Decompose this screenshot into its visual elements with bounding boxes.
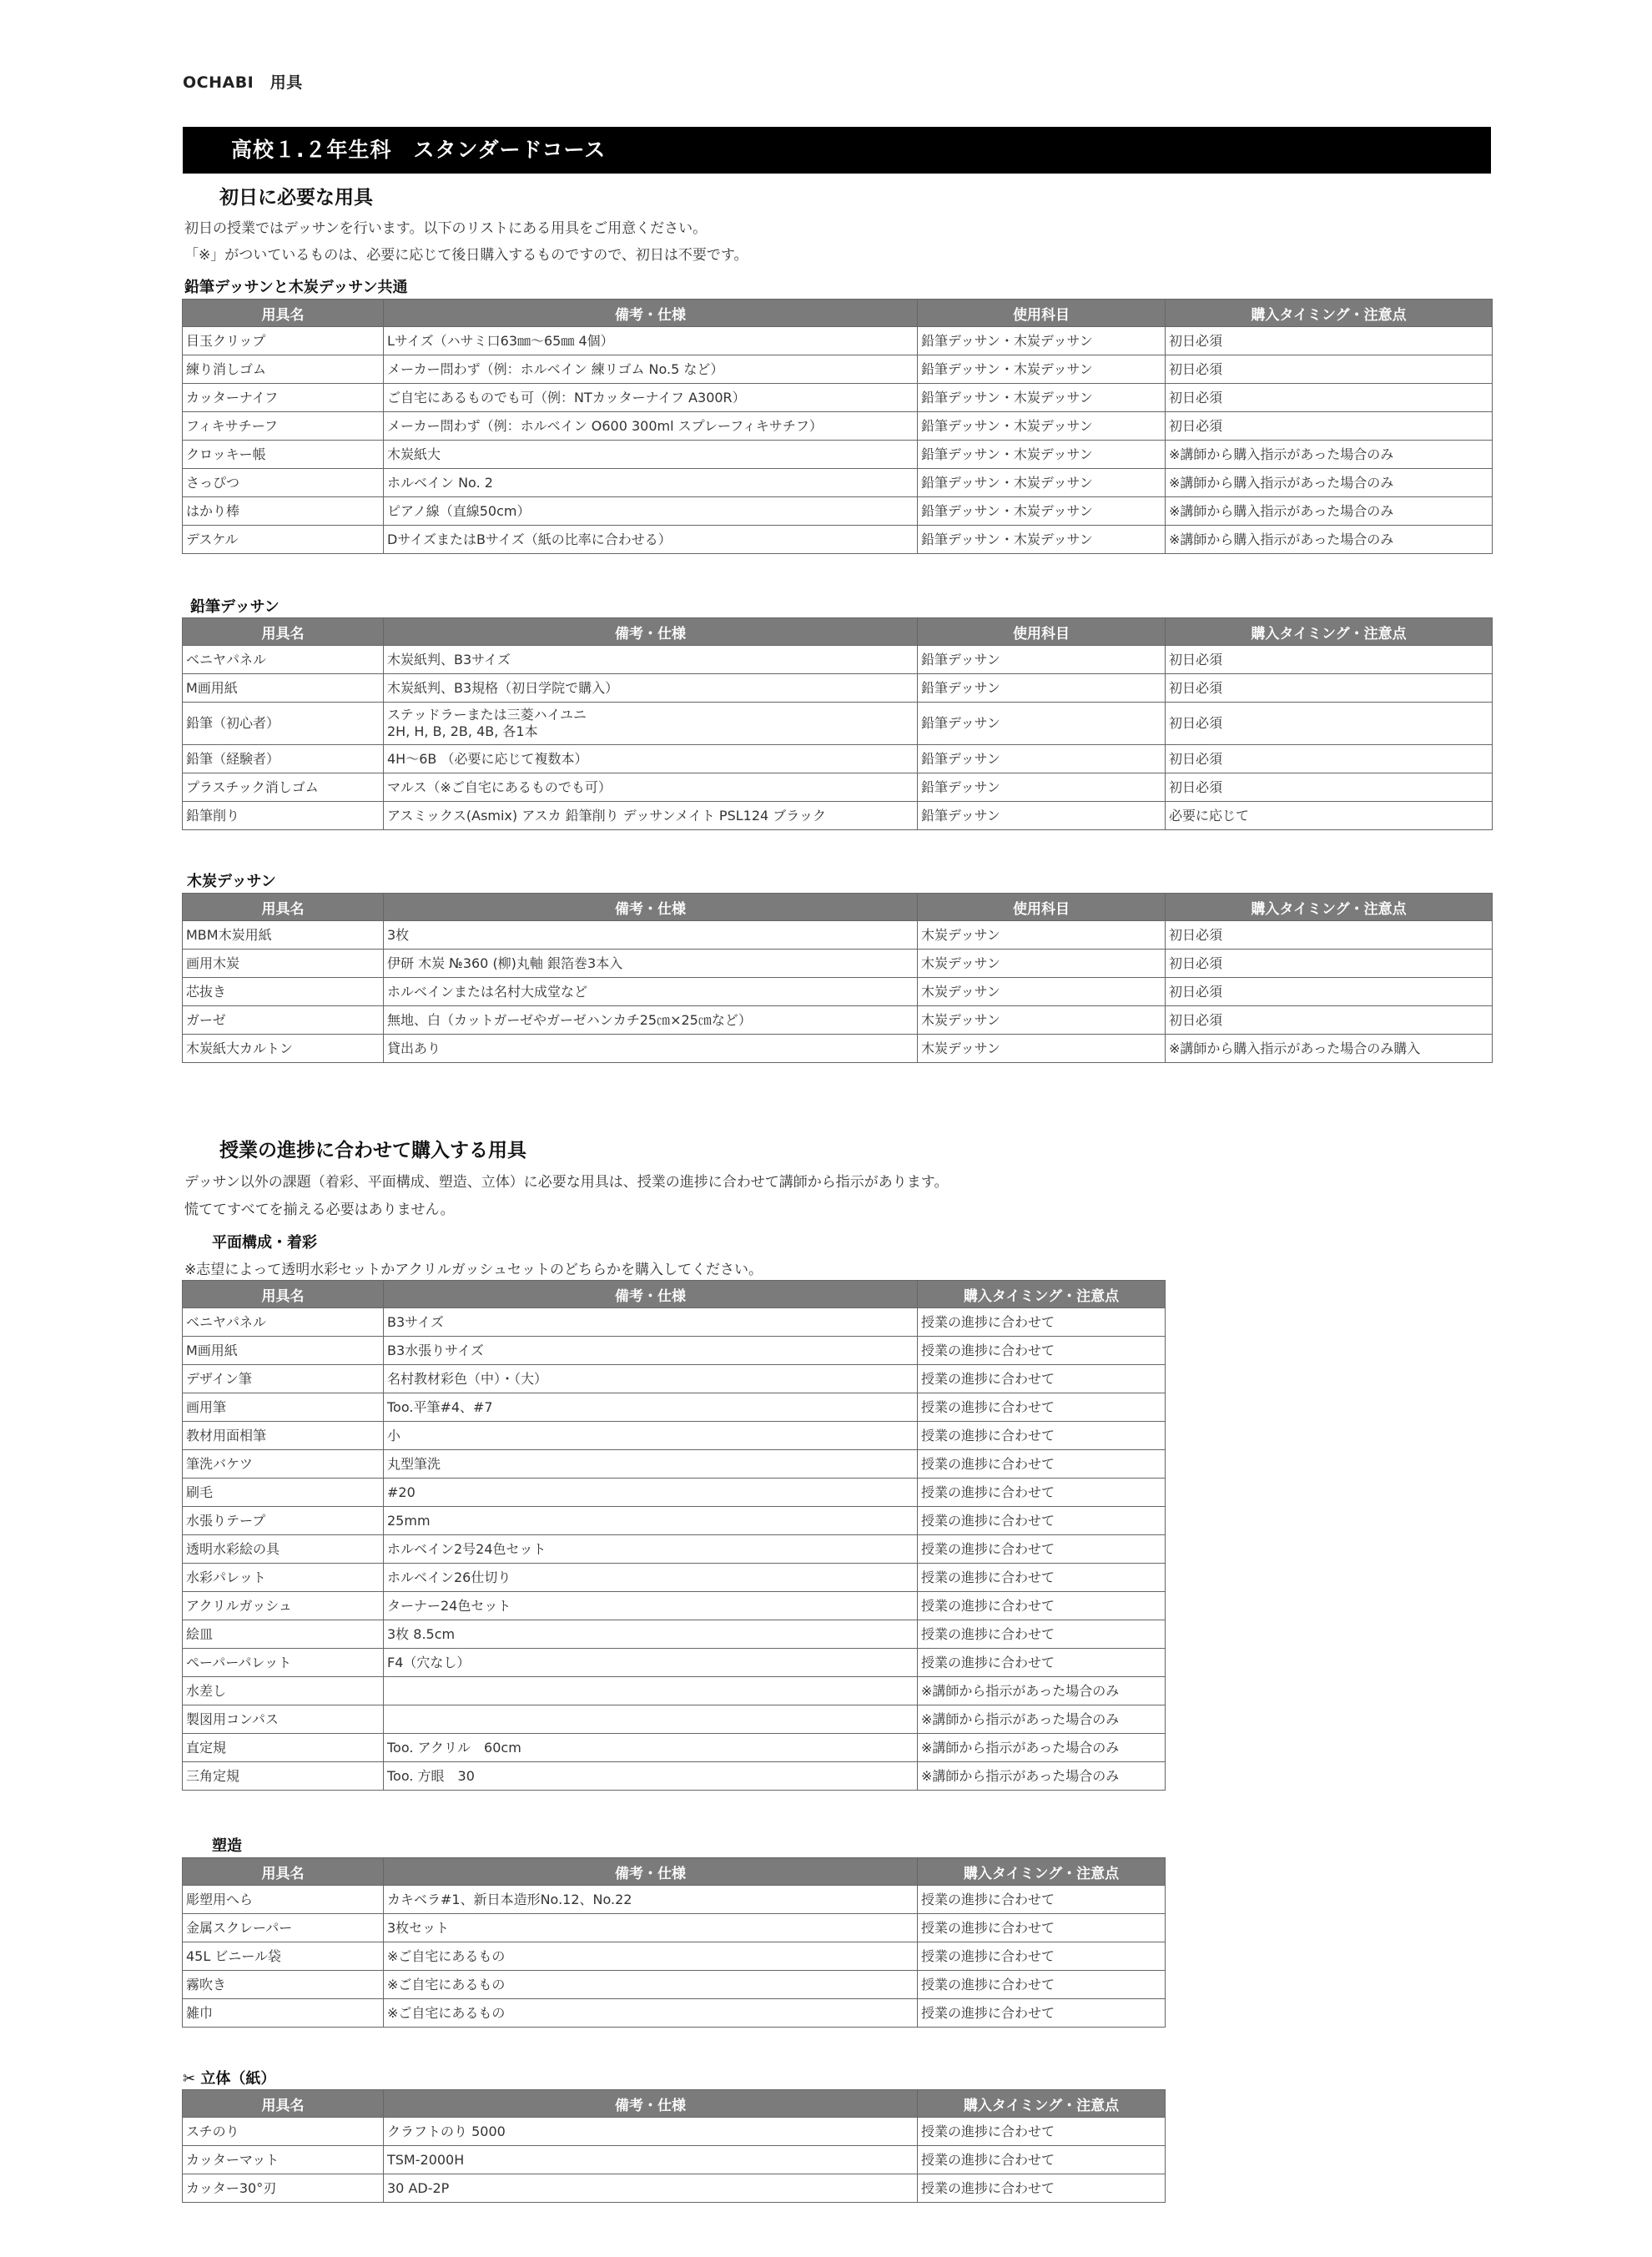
table-label-pencil: 鉛筆デッサン	[190, 598, 280, 616]
table-cell: カッター30°刃	[183, 2174, 384, 2203]
table-cell: 鉛筆デッサン	[918, 773, 1166, 802]
table-sculpt	[182, 1857, 1166, 2028]
table-row	[183, 1450, 1166, 1479]
column-header: 備考・仕様	[384, 300, 918, 327]
table-row	[183, 1886, 1166, 1914]
table-cell: F4（穴なし）	[384, 1649, 918, 1677]
table-row	[183, 921, 1493, 950]
table-row	[183, 2174, 1166, 2203]
column-header: 使用科目	[918, 618, 1166, 646]
table-cell: 貸出あり	[384, 1035, 918, 1063]
table-cell: 授業の進捗に合わせて	[918, 1507, 1166, 1535]
table-cell: 授業の進捗に合わせて	[918, 1479, 1166, 1507]
table-cell: 初日必須	[1166, 674, 1493, 703]
table-cell: ※講師から指示があった場合のみ	[918, 1677, 1166, 1705]
table-cell: 授業の進捗に合わせて	[918, 2146, 1166, 2174]
table-cell: 授業の進捗に合わせて	[918, 2174, 1166, 2203]
table-cell: 25mm	[384, 1507, 918, 1535]
table-cell: 3枚	[384, 921, 918, 950]
table-cell: 初日必須	[1166, 646, 1493, 674]
header-row	[183, 1858, 1166, 1886]
table-cell: 必要に応じて	[1166, 802, 1493, 830]
table-label-flat: 平面構成・着彩	[212, 1234, 317, 1252]
column-header: 使用科目	[918, 300, 1166, 327]
table-cell: 三角定規	[183, 1762, 384, 1791]
table-cell: 直定規	[183, 1734, 384, 1762]
column-header: 購入タイミング・注意点	[1166, 300, 1493, 327]
table-cell: 小	[384, 1422, 918, 1450]
column-header: 購入タイミング・注意点	[918, 1281, 1166, 1308]
table-row	[183, 674, 1493, 703]
table-row	[183, 469, 1493, 497]
column-header: 用具名	[183, 894, 384, 921]
table-row	[183, 1971, 1166, 1999]
table-cell: スチのり	[183, 2118, 384, 2146]
table-cell: ホルベインまたは名村大成堂など	[384, 978, 918, 1006]
table-cell: フィキサチーフ	[183, 412, 384, 441]
table-row	[183, 1308, 1166, 1337]
table-cell: 初日必須	[1166, 703, 1493, 745]
table-cell: 鉛筆デッサン	[918, 646, 1166, 674]
table-cell: 水差し	[183, 1677, 384, 1705]
table-cell: 3枚セット	[384, 1914, 918, 1942]
table-cell	[384, 1705, 918, 1734]
table-cell: 霧吹き	[183, 1971, 384, 1999]
table-cell: アスミックス(Asmix) アスカ 鉛筆削り デッサンメイト PSL124 ブラック	[384, 802, 918, 830]
table-cell: 4H〜6B （必要に応じて複数本）	[384, 745, 918, 773]
table-row	[183, 646, 1493, 674]
table-row	[183, 745, 1493, 773]
table-cell: 授業の進捗に合わせて	[918, 1942, 1166, 1971]
table-cell: ※講師から購入指示があった場合のみ	[1166, 526, 1493, 554]
table-cell: ご自宅にあるものでも可（例：NTカッターナイフ A300R）	[384, 384, 918, 412]
table-cell: 授業の進捗に合わせて	[918, 1308, 1166, 1337]
table-cell: 芯抜き	[183, 978, 384, 1006]
table-cell: ※ご自宅にあるもの	[384, 1971, 918, 1999]
table-cell: 初日必須	[1166, 978, 1493, 1006]
table-cell: 画用木炭	[183, 950, 384, 978]
table-row	[183, 2146, 1166, 2174]
intro-line-1: 初日の授業ではデッサンを行います。以下のリストにある用具をご用意ください。	[184, 220, 708, 237]
table-flat-color	[182, 1280, 1166, 1791]
table-cell: 製図用コンパス	[183, 1705, 384, 1734]
header-row	[183, 894, 1493, 921]
section-heading-first-day: 初日に必要な用具	[219, 187, 373, 209]
column-header: 備考・仕様	[384, 2090, 918, 2118]
table-cell: デザイン筆	[183, 1365, 384, 1393]
progress-intro-line-1: デッサン以外の課題（着彩、平面構成、塑造、立体）に必要な用具は、授業の進捗に合わせて講師から指示があります。	[184, 1174, 949, 1191]
table-cell: 授業の進捗に合わせて	[918, 1422, 1166, 1450]
table-row	[183, 412, 1493, 441]
table-cell: マルス（※ご自宅にあるものでも可）	[384, 773, 918, 802]
table-row	[183, 1734, 1166, 1762]
table-label-common: 鉛筆デッサンと木炭デッサン共通	[184, 279, 408, 296]
flat-note: ※志望によって透明水彩セットかアクリルガッシュセットのどちらかを購入してください。	[184, 1262, 763, 1278]
table-cell: 木炭デッサン	[918, 1006, 1166, 1035]
table-cell: 丸型筆洗	[384, 1450, 918, 1479]
table-cell: 名村教材彩色（中）・（大）	[384, 1365, 918, 1393]
table-cell: ガーゼ	[183, 1006, 384, 1035]
table-cell: Too. 方眼 30	[384, 1762, 918, 1791]
table-cell: 木炭デッサン	[918, 921, 1166, 950]
table-cell: 初日必須	[1166, 412, 1493, 441]
table-cell: 初日必須	[1166, 384, 1493, 412]
table-row	[183, 1479, 1166, 1507]
table-cell: 水彩パレット	[183, 1564, 384, 1592]
table-cell: 目玉クリップ	[183, 327, 384, 355]
table-row	[183, 1564, 1166, 1592]
table-cell: 鉛筆デッサン・木炭デッサン	[918, 355, 1166, 384]
table-cell: 鉛筆デッサン・木炭デッサン	[918, 497, 1166, 526]
table-row	[183, 1337, 1166, 1365]
table-row	[183, 1507, 1166, 1535]
table-row	[183, 526, 1493, 554]
table-cell: 教材用面相筆	[183, 1422, 384, 1450]
table-cell: 鉛筆デッサン・木炭デッサン	[918, 441, 1166, 469]
table-row	[183, 1422, 1166, 1450]
table-row	[183, 1393, 1166, 1422]
column-header: 用具名	[183, 618, 384, 646]
header-row	[183, 1281, 1166, 1308]
table-row	[183, 2118, 1166, 2146]
table-cell: デスケル	[183, 526, 384, 554]
header-row	[183, 2090, 1166, 2118]
table-cell: 木炭デッサン	[918, 1035, 1166, 1063]
pencil-note-line-2: 2H, H, B, 2B, 4B, 各1本	[387, 723, 538, 739]
table-row	[183, 1006, 1493, 1035]
table-cell: 初日必須	[1166, 950, 1493, 978]
table-row	[183, 1649, 1166, 1677]
table-cell: 刷毛	[183, 1479, 384, 1507]
table-cell: M画用紙	[183, 674, 384, 703]
table-cell: ホルベイン No. 2	[384, 469, 918, 497]
table-row	[183, 497, 1493, 526]
header-row	[183, 300, 1493, 327]
table-cell: ※講師から指示があった場合のみ	[918, 1762, 1166, 1791]
table-cell: 絵皿	[183, 1620, 384, 1649]
column-header: 用具名	[183, 1858, 384, 1886]
table-cell: 木炭紙判、B3サイズ	[384, 646, 918, 674]
table-cell: カッターナイフ	[183, 384, 384, 412]
table-cell: 初日必須	[1166, 355, 1493, 384]
column-header: 購入タイミング・注意点	[1166, 618, 1493, 646]
table-cell: アクリルガッシュ	[183, 1592, 384, 1620]
column-header: 用具名	[183, 1281, 384, 1308]
table-paper	[182, 2089, 1166, 2203]
table-cell: 木炭紙大	[384, 441, 918, 469]
table-cell: メーカー問わず（例：ホルベイン 練リゴム No.5 など）	[384, 355, 918, 384]
table-row	[183, 802, 1493, 830]
table-cell: 授業の進捗に合わせて	[918, 1564, 1166, 1592]
table-cell: 鉛筆デッサン	[918, 674, 1166, 703]
table-cell: ※講師から購入指示があった場合のみ	[1166, 469, 1493, 497]
table-cell: 木炭デッサン	[918, 978, 1166, 1006]
table-cell: 初日必須	[1166, 745, 1493, 773]
table-cell: 水張りテープ	[183, 1507, 384, 1535]
table-cell: クロッキー帳	[183, 441, 384, 469]
table-cell: メーカー問わず（例：ホルベイン O600 300ml スプレーフィキサチフ）	[384, 412, 918, 441]
table-row	[183, 1942, 1166, 1971]
column-header: 用具名	[183, 2090, 384, 2118]
table-cell: TSM-2000H	[384, 2146, 918, 2174]
table-cell: 授業の進捗に合わせて	[918, 1620, 1166, 1649]
table-cell: 授業の進捗に合わせて	[918, 1999, 1166, 2028]
table-charcoal	[182, 893, 1493, 1063]
table-cell: 金属スクレーパー	[183, 1914, 384, 1942]
table-row	[183, 1365, 1166, 1393]
table-cell: ターナー24色セット	[384, 1592, 918, 1620]
table-cell: 授業の進捗に合わせて	[918, 1450, 1166, 1479]
table-row	[183, 384, 1493, 412]
table-row	[183, 773, 1493, 802]
table-cell: ※講師から指示があった場合のみ	[918, 1705, 1166, 1734]
column-header: 使用科目	[918, 894, 1166, 921]
table-cell: 初日必須	[1166, 1006, 1493, 1035]
table-row	[183, 327, 1493, 355]
table-label-charcoal: 木炭デッサン	[187, 873, 276, 890]
table-cell: 鉛筆デッサン・木炭デッサン	[918, 469, 1166, 497]
table-row	[183, 950, 1493, 978]
table-cell: 授業の進捗に合わせて	[918, 1337, 1166, 1365]
table-cell: #20	[384, 1479, 918, 1507]
column-header: 購入タイミング・注意点	[918, 2090, 1166, 2118]
table-row	[183, 1705, 1166, 1734]
table-row	[183, 1762, 1166, 1791]
table-cell: MBM木炭用紙	[183, 921, 384, 950]
table-cell: B3水張りサイズ	[384, 1337, 918, 1365]
table-label-paper: ✂ 立体（紙）	[183, 2070, 276, 2088]
column-header: 備考・仕様	[384, 894, 918, 921]
table-cell: クラフトのり 5000	[384, 2118, 918, 2146]
column-header: 購入タイミング・注意点	[918, 1858, 1166, 1886]
table-cell: 鉛筆デッサン・木炭デッサン	[918, 384, 1166, 412]
table-label-sculpt: 塑造	[212, 1837, 242, 1855]
table-cell: 木炭紙大カルトン	[183, 1035, 384, 1063]
table-cell: ※講師から購入指示があった場合のみ購入	[1166, 1035, 1493, 1063]
table-cell: 鉛筆削り	[183, 802, 384, 830]
table-row	[183, 1914, 1166, 1942]
table-cell: Lサイズ（ハサミ口63㎜〜65㎜ 4個）	[384, 327, 918, 355]
table-cell: さっぴつ	[183, 469, 384, 497]
column-header: 備考・仕様	[384, 1281, 918, 1308]
table-cell: プラスチック消しゴム	[183, 773, 384, 802]
table-cell: 鉛筆デッサン・木炭デッサン	[918, 412, 1166, 441]
table-row	[183, 1535, 1166, 1564]
table-pencil	[182, 617, 1493, 830]
column-header: 備考・仕様	[384, 618, 918, 646]
table-cell: 初日必須	[1166, 327, 1493, 355]
table-cell: Too.平筆#4、#7	[384, 1393, 918, 1422]
table-cell: 鉛筆デッサン	[918, 703, 1166, 745]
table-cell: 30 AD-2P	[384, 2174, 918, 2203]
table-cell: ピアノ線（直線50cm）	[384, 497, 918, 526]
table-cell: 授業の進捗に合わせて	[918, 1914, 1166, 1942]
table-row	[183, 703, 1493, 745]
table-cell: ※ご自宅にあるもの	[384, 1999, 918, 2028]
table-cell: 授業の進捗に合わせて	[918, 1393, 1166, 1422]
table-cell: 授業の進捗に合わせて	[918, 1886, 1166, 1914]
table-cell: 授業の進捗に合わせて	[918, 1971, 1166, 1999]
table-cell: 木炭紙判、B3規格（初日学院で購入）	[384, 674, 918, 703]
table-row	[183, 978, 1493, 1006]
table-cell: 伊研 木炭 №360 (柳)丸軸 銀箔巻3本入	[384, 950, 918, 978]
brand-label: OCHABI 用具	[183, 73, 303, 92]
column-header: 用具名	[183, 300, 384, 327]
header-row	[183, 618, 1493, 646]
table-row	[183, 1677, 1166, 1705]
progress-intro-line-2: 慌ててすべてを揃える必要はありません。	[184, 1202, 455, 1218]
table-cell: 授業の進捗に合わせて	[918, 1365, 1166, 1393]
table-row	[183, 1999, 1166, 2028]
table-cell: 練り消しゴム	[183, 355, 384, 384]
table-row	[183, 355, 1493, 384]
table-common	[182, 299, 1493, 554]
table-cell: 鉛筆デッサン・木炭デッサン	[918, 526, 1166, 554]
table-cell: 無地、白（カットガーゼやガーゼハンカチ25㎝×25㎝など）	[384, 1006, 918, 1035]
table-cell: 鉛筆デッサン	[918, 745, 1166, 773]
table-cell: 画用筆	[183, 1393, 384, 1422]
table-cell: 初日必須	[1166, 921, 1493, 950]
table-cell: 鉛筆（経験者）	[183, 745, 384, 773]
table-cell: 筆洗バケツ	[183, 1450, 384, 1479]
table-cell: ※講師から購入指示があった場合のみ	[1166, 441, 1493, 469]
table-cell: 木炭デッサン	[918, 950, 1166, 978]
table-cell: DサイズまたはBサイズ（紙の比率に合わせる）	[384, 526, 918, 554]
table-cell	[384, 703, 918, 745]
table-cell: ベニヤパネル	[183, 1308, 384, 1337]
intro-line-2: 「※」がついているものは、必要に応じて後日購入するものですので、初日は不要です。	[184, 247, 748, 264]
table-cell: ※ご自宅にあるもの	[384, 1942, 918, 1971]
table-cell: 3枚 8.5cm	[384, 1620, 918, 1649]
section-heading-progress: 授業の進捗に合わせて購入する用具	[219, 1140, 526, 1161]
table-cell: ※講師から指示があった場合のみ	[918, 1734, 1166, 1762]
pencil-note-line-1: ステッドラーまたは三菱ハイユニ	[387, 707, 587, 723]
table-cell: 透明水彩絵の具	[183, 1535, 384, 1564]
table-row	[183, 441, 1493, 469]
table-cell: 授業の進捗に合わせて	[918, 2118, 1166, 2146]
table-cell: 授業の進捗に合わせて	[918, 1535, 1166, 1564]
table-cell: 授業の進捗に合わせて	[918, 1649, 1166, 1677]
table-cell: ベニヤパネル	[183, 646, 384, 674]
table-cell: カッターマット	[183, 2146, 384, 2174]
table-row	[183, 1035, 1493, 1063]
table-cell: ペーパーパレット	[183, 1649, 384, 1677]
column-header: 購入タイミング・注意点	[1166, 894, 1493, 921]
table-cell: 45L ビニール袋	[183, 1942, 384, 1971]
column-header: 備考・仕様	[384, 1858, 918, 1886]
table-cell: 初日必須	[1166, 773, 1493, 802]
table-cell: M画用紙	[183, 1337, 384, 1365]
table-cell: ホルベイン26仕切り	[384, 1564, 918, 1592]
table-cell: B3サイズ	[384, 1308, 918, 1337]
page-title: 高校１.２年生科 スタンダードコース	[183, 127, 1491, 174]
table-cell: 鉛筆デッサン	[918, 802, 1166, 830]
table-cell: 鉛筆デッサン・木炭デッサン	[918, 327, 1166, 355]
table-cell: はかり棒	[183, 497, 384, 526]
table-cell	[384, 1677, 918, 1705]
table-cell: 雑巾	[183, 1999, 384, 2028]
table-cell: ホルベイン2号24色セット	[384, 1535, 918, 1564]
table-row	[183, 1620, 1166, 1649]
table-cell: カキベラ#1、新日本造形No.12、No.22	[384, 1886, 918, 1914]
table-cell: 鉛筆（初心者）	[183, 703, 384, 745]
table-cell: Too. アクリル 60cm	[384, 1734, 918, 1762]
table-cell: 授業の進捗に合わせて	[918, 1592, 1166, 1620]
table-cell: 彫塑用へら	[183, 1886, 384, 1914]
table-row	[183, 1592, 1166, 1620]
table-cell: ※講師から購入指示があった場合のみ	[1166, 497, 1493, 526]
